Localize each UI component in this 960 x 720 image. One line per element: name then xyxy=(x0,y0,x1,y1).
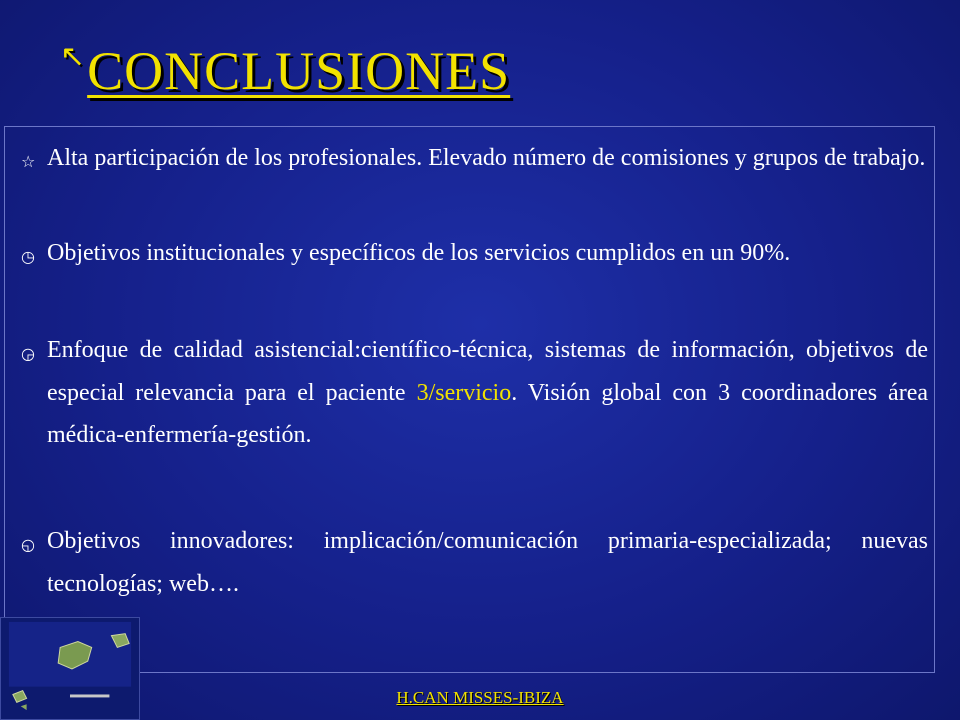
item-text-part: Enfoque de calidad asistencial:científico-técnica, sistemas de información, objetivos de especial relevancia para el paciente xyxy=(47,337,928,406)
clock-icon: ◵ xyxy=(21,535,35,554)
clock-icon: ◷ xyxy=(21,247,35,266)
highlighted-text: 3/servicio xyxy=(416,379,512,406)
item-text-part: . Visión global con 3 coordinadores área médica-enfermería-gestión. xyxy=(47,379,929,448)
item-text: Objetivos institucionales y específicos de los servicios cumplidos en un 90%. xyxy=(47,240,791,266)
clock-icon: ◶ xyxy=(21,344,35,363)
corner-arrow-icon: ↖ xyxy=(60,39,86,74)
footer-hospital-name: H.CAN MISSES-IBIZA xyxy=(396,688,564,707)
star-outline-icon: ☆ xyxy=(21,152,36,171)
item-text xyxy=(47,329,928,457)
list-item xyxy=(21,520,928,605)
list-item xyxy=(21,329,928,457)
item-text: Alta participación de los profesionales. Elevado número de comisiones y grupos de trabajo. xyxy=(47,145,926,171)
slide-title: CONCLUSIONES xyxy=(87,41,511,101)
slide-title-area xyxy=(60,39,511,101)
list-item xyxy=(21,137,928,184)
item-text: Objetivos innovadores: implicación/comunicación primaria-especializada; nuevas tecnologías; web…. xyxy=(47,528,928,597)
content-box xyxy=(4,126,935,673)
list-item xyxy=(21,232,928,279)
